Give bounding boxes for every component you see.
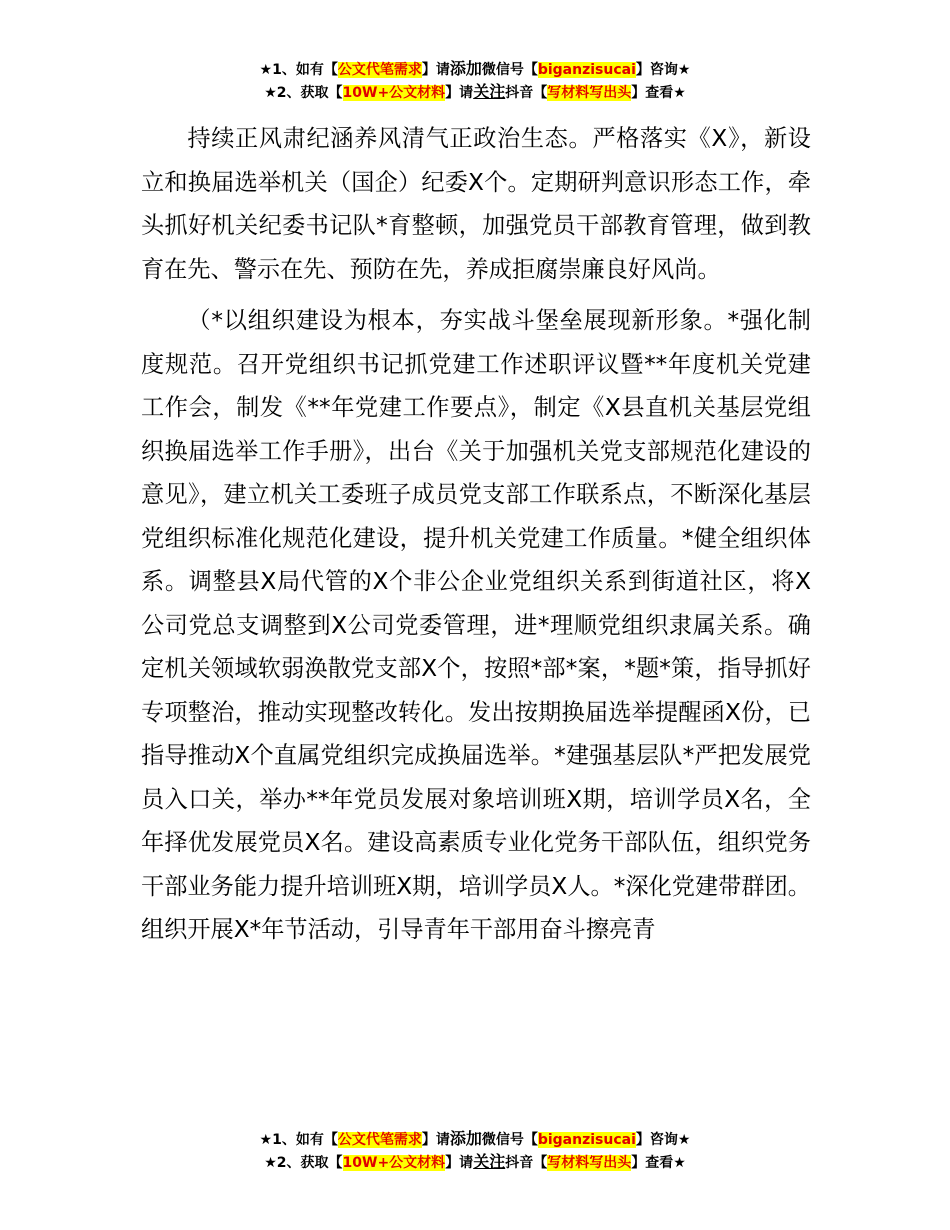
highlight-service: 公文代笔需求: [337, 1132, 422, 1148]
footer-banner: [0, 1128, 950, 1174]
banner-text: 】查看: [631, 85, 674, 101]
star-icon: ★: [259, 1132, 273, 1148]
banner-text: 】咨询: [635, 62, 678, 78]
document-body: [141, 117, 811, 952]
highlight-materials: 10W+公文材料: [342, 85, 446, 101]
banner-text: 微信号【: [481, 62, 538, 78]
highlight-douyin: 写材料写出头: [547, 1155, 632, 1171]
banner-text: 1、如有【: [272, 1132, 338, 1148]
star-icon: ★: [259, 62, 273, 78]
header-line-2: [0, 81, 950, 104]
emphasis-follow: 关注: [473, 1152, 506, 1171]
highlight-service: 公文代笔需求: [337, 62, 422, 78]
paragraph-1: 持续正风肃纪涵养风清气正政治生态。严格落实《X》，新设立和换届选举机关（国企）纪委X个。定期研判意识形态工作，牵头抓好机关纪委书记队*育整顿，加强党员干部教育管理，做到教育在先、警示在先、预防在先，养成拒腐崇廉良好风尚。: [141, 125, 811, 283]
banner-text: 】请: [421, 62, 450, 78]
banner-text: 微信号【: [481, 1132, 538, 1148]
highlight-wechat-id: biganzisucai: [537, 1132, 636, 1148]
banner-text: 】查看: [631, 1155, 674, 1171]
star-icon: ★: [677, 62, 691, 78]
star-icon: ★: [264, 1155, 277, 1171]
banner-text: 抖音【: [505, 85, 548, 101]
banner-text: 2、获取【: [276, 85, 343, 101]
highlight-douyin: 写材料写出头: [547, 85, 632, 101]
header-line-1: [0, 58, 950, 81]
paragraph-2: （*以组织建设为根本，夯实战斗堡垒展现新形象。*强化制度规范。召开党组织书记抓党建工作述职评议暨**年度机关党建工作会，制发《**年党建工作要点》，制定《X县直机关基层党组织换届选举工作手册》，出台《关于加强机关党支部规范化建设的意见》，建立机关工委班子成员党支部工作联系点，不断深化基层党组织标准化规范化建设，提升机关党建工作质量。*健全组织体系。调整县X局代管的X个非公企业党组织关系到街道社区，将X公司党总支调整到X公司党委管理，进*理顺党组织隶属关系。确定机关领域软弱涣散党支部X个，按照*部*案，*题*策，指导抓好专项整治，推动实现整改转化。发出按期换届选举提醒函X份，已指导推动X个直属党组织完成换届选举。*建强基层队*严把发展党员入口关，举办**年党员发展对象培训班X期，培训学员X名，全年择优发展党员X名。建设高素质专业化党务干部队伍，组织党务干部业务能力提升培训班X期，培训学员X人。*深化党建带群团。组织开展X*年节活动，引导青年干部用奋斗擦亮青: [141, 307, 811, 943]
header-banner: [0, 58, 950, 104]
banner-text: 抖音【: [505, 1155, 548, 1171]
banner-text: 】请: [445, 85, 474, 101]
highlight-materials: 10W+公文材料: [342, 1155, 446, 1171]
banner-text: 】请: [445, 1155, 474, 1171]
banner-text: 】咨询: [635, 1132, 678, 1148]
footer-line-1: [0, 1128, 950, 1151]
emphasis-add: 添加: [449, 59, 482, 78]
highlight-wechat-id: biganzisucai: [537, 62, 636, 78]
star-icon: ★: [673, 1155, 686, 1171]
emphasis-follow: 关注: [473, 82, 506, 101]
star-icon: ★: [677, 1132, 691, 1148]
banner-text: 1、如有【: [272, 62, 338, 78]
star-icon: ★: [264, 85, 277, 101]
banner-text: 】请: [421, 1132, 450, 1148]
star-icon: ★: [673, 85, 686, 101]
emphasis-add: 添加: [449, 1129, 482, 1148]
banner-text: 2、获取【: [276, 1155, 343, 1171]
footer-line-2: [0, 1151, 950, 1174]
